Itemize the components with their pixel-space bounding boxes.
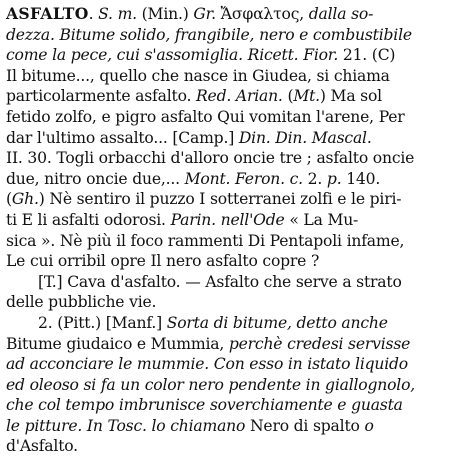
entry-line (6, 107, 464, 128)
text: fetido zolfo, e pigro asfalto Qui vomitan l'arene, Per (6, 107, 405, 126)
italic-text: p. (326, 169, 342, 188)
text: ) Ma sol (319, 87, 382, 106)
entry-line (6, 189, 464, 210)
italic-text: ed oleoso si fa un color nero pendente in giallognolo, (6, 375, 416, 394)
italic-text: Sorta di bitume, detto anche (166, 313, 388, 332)
italic-text: che col tempo imbrunisce soverchiamente e guasta (6, 396, 403, 415)
italic-text: come la pece, cui s'assomiglia. Ricett. Fior. (6, 46, 339, 65)
text: Bitume giudaico e Mummia, (6, 334, 229, 353)
italic-text: Gh. (11, 190, 39, 209)
entry-line (6, 25, 464, 46)
entry-line (6, 86, 464, 107)
entry-line (6, 148, 464, 169)
text: delle pubbliche vie. (6, 293, 157, 312)
entry-line (6, 272, 464, 293)
entry-line (6, 375, 464, 396)
text: d'Asfalto. (6, 437, 78, 456)
entry-line (6, 395, 464, 416)
text: 21. (C) (338, 46, 396, 65)
entry-line (6, 416, 464, 437)
text: 140. (341, 169, 381, 188)
italic-text: Parin. nell'Ode (170, 210, 285, 229)
text: dar l'ultimo assalto... [Camp.] (6, 128, 239, 147)
entry-line (6, 354, 464, 375)
text: particolarmente asfalto. (6, 87, 197, 106)
text: II. 30. Togli orbacchi d'alloro oncie tre ; asfalto oncie (6, 149, 415, 168)
entry-line (6, 210, 464, 231)
italic-text: dalla so- (308, 5, 374, 23)
text: Il bitume..., quello che nasce in Giudea, si chiama (6, 66, 390, 85)
italic-text: ad acconciare le mummie. Con esso in istato liquido (6, 355, 408, 374)
italic-text: o (364, 416, 374, 435)
entry-line (6, 128, 464, 149)
italic-text: Red. Arian. (196, 87, 283, 106)
italic-text: dezza. Bitume solido, frangibile, nero e combustibile (6, 25, 412, 44)
text: « La Mu- (284, 210, 359, 229)
text: sica ». Nè più il foco rammenti Di Pentapoli infame, (6, 231, 405, 250)
text: ) Nè sentiro il puzzo I sotterranei zolfi e le piri- (38, 190, 402, 209)
entry-line (6, 169, 464, 190)
entry-line (6, 45, 464, 66)
italic-text: S. m. (98, 5, 137, 23)
entry-line (6, 251, 464, 272)
text: [T.] Cava d'asfalto. — Asfalto che serve a strato (38, 272, 402, 291)
entry-line (6, 313, 464, 334)
text: due, nitro oncie due,... (6, 169, 185, 188)
italic-text: Din. Din. Mascal. (238, 128, 372, 147)
text: Le cui orribil opre Il nero asfalto copre ? (6, 252, 320, 271)
entry-line (6, 66, 464, 87)
italic-text: Mt. (293, 87, 320, 106)
text: . (88, 5, 99, 23)
italic-text: perchè credesi servisse (228, 334, 411, 353)
text: ( (6, 190, 12, 209)
text: 2. (302, 169, 327, 188)
text: 2. (Pitt.) [Manf.] (38, 313, 167, 332)
text: Ἄσφαλτος, (215, 5, 309, 23)
italic-text: Gr. (193, 5, 216, 23)
headword: ASFALTO (6, 4, 89, 23)
entry-line (6, 334, 464, 355)
text: ti E li asfalti odorosi. (6, 210, 171, 229)
entry-line (6, 231, 464, 252)
italic-text: le pitture. In Tosc. lo chiamano (6, 416, 246, 435)
text: (Min.) (136, 5, 194, 23)
entry-line (6, 436, 464, 457)
text: Nero di spalto (245, 416, 365, 435)
text: ( (282, 87, 294, 106)
entry-line (6, 4, 464, 25)
italic-text: Mont. Feron. c. (184, 169, 303, 188)
entry-line (6, 292, 464, 313)
